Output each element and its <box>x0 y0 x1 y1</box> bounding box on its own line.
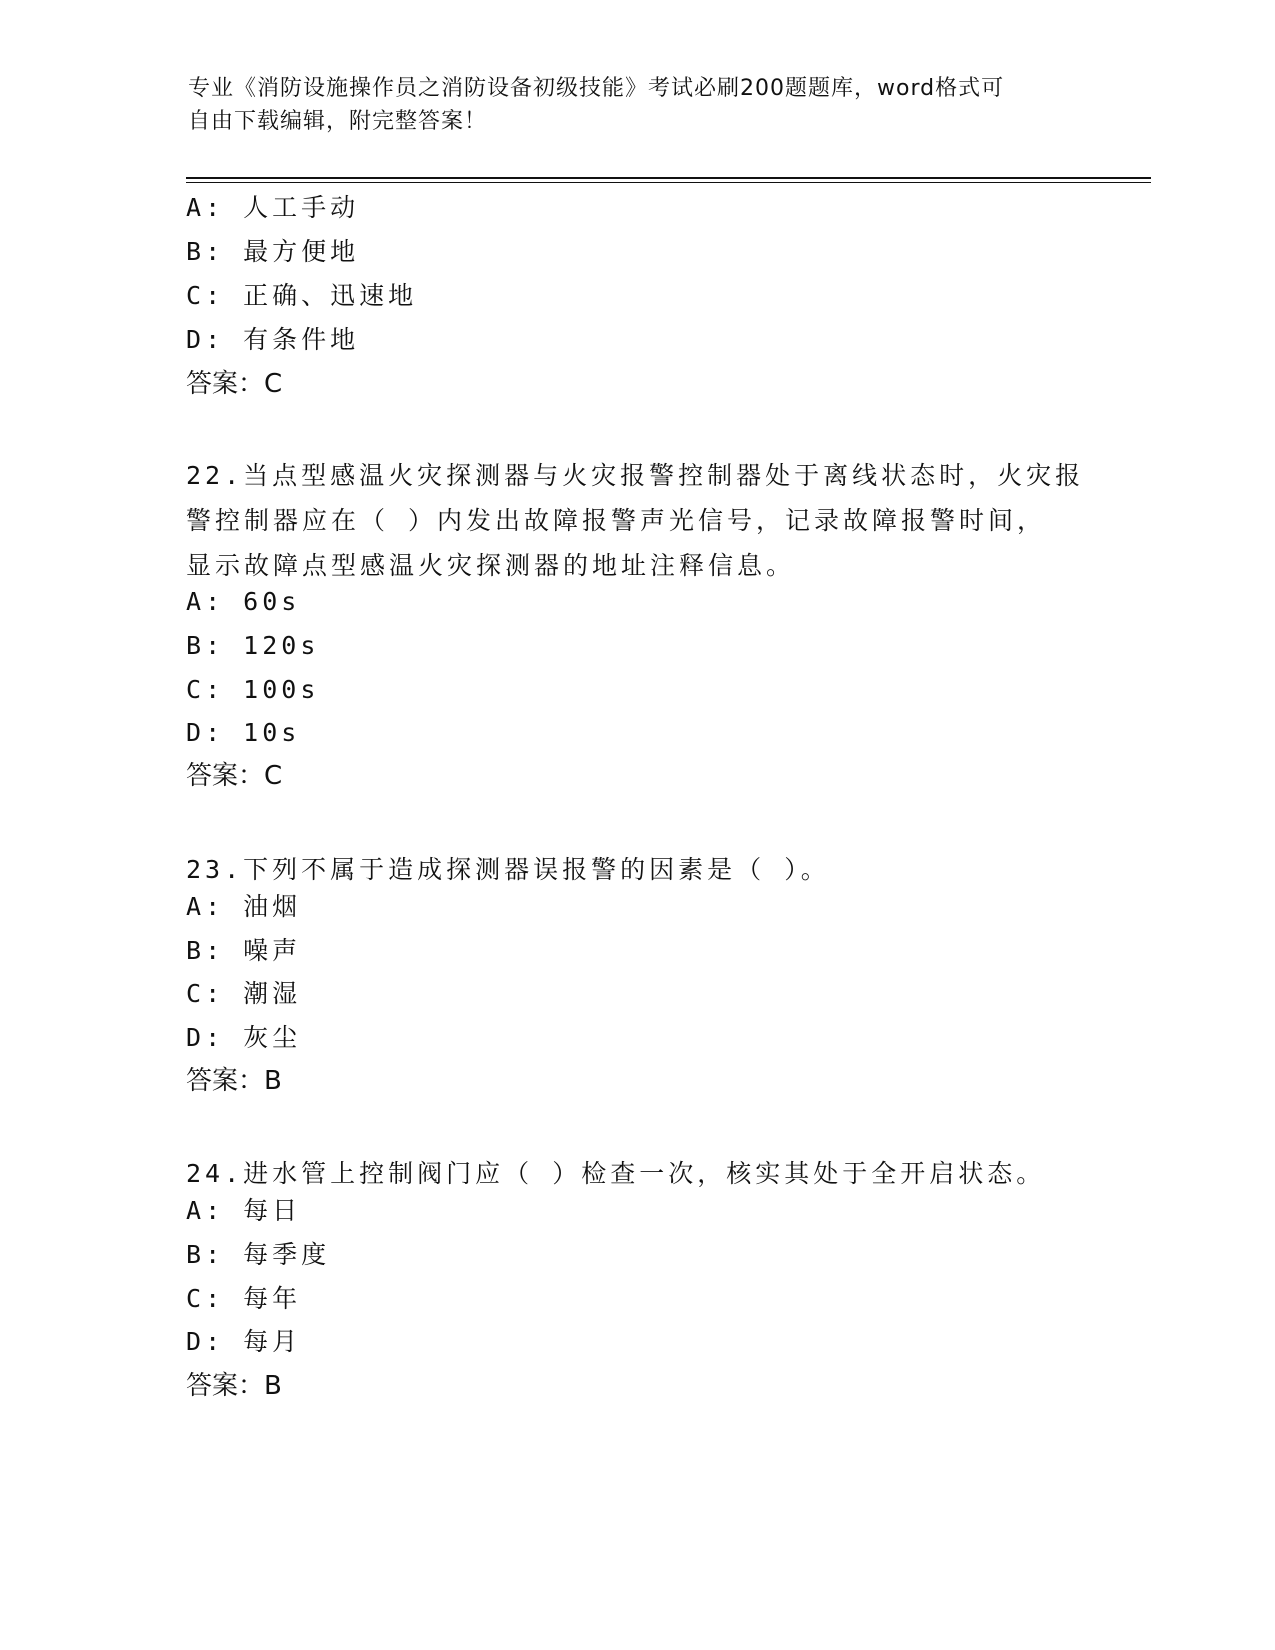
question-stem-line: 23.下列不属于造成探测器误报警的因素是（ ）。 <box>186 855 830 884</box>
answer-line: 答案：C <box>186 761 283 791</box>
option-c: C: 正确、迅速地 <box>186 281 418 310</box>
question-stem-line: 24.进水管上控制阀门应（ ）检查一次，核实其处于全开启状态。 <box>186 1159 1046 1188</box>
question-stem-line: 警控制器应在（ ）内发出故障报警声光信号，记录故障报警时间， <box>186 506 1047 535</box>
option-d: D: 10s <box>186 718 301 747</box>
header-line-2: 自由下载编辑，附完整答案！ <box>188 109 488 134</box>
option-b: B: 120s <box>186 631 320 660</box>
question-stem <box>186 1151 1086 1196</box>
option-b: B: 噪声 <box>186 936 302 965</box>
question-stem <box>186 453 1086 588</box>
answer-line: 答案：B <box>186 1371 282 1401</box>
question-stem <box>186 847 1086 892</box>
option-b: B: 每季度 <box>186 1240 331 1269</box>
header-divider-thick <box>186 177 1151 179</box>
option-d: D: 有条件地 <box>186 325 360 354</box>
option-c: C: 每年 <box>186 1284 302 1313</box>
option-a: A: 人工手动 <box>186 193 360 222</box>
header-divider-thin <box>186 182 1151 183</box>
option-d: D: 每月 <box>186 1327 302 1356</box>
option-c: C: 潮湿 <box>186 979 302 1008</box>
header-line-1: 专业《消防设施操作员之消防设备初级技能》考试必刷200题题库，word格式可 <box>188 76 1005 101</box>
option-a: A: 每日 <box>186 1196 302 1225</box>
question-stem-line: 显示故障点型感温火灾探测器的地址注释信息。 <box>186 551 796 580</box>
answer-line: 答案：C <box>186 369 283 399</box>
option-a: A: 60s <box>186 587 301 616</box>
option-d: D: 灰尘 <box>186 1023 302 1052</box>
answer-line: 答案：B <box>186 1066 282 1096</box>
option-b: B: 最方便地 <box>186 237 360 266</box>
document-header <box>188 72 1088 138</box>
question-stem-line: 22.当点型感温火灾探测器与火灾报警控制器处于离线状态时，火灾报 <box>186 461 1085 490</box>
option-c: C: 100s <box>186 675 320 704</box>
option-a: A: 油烟 <box>186 892 302 921</box>
